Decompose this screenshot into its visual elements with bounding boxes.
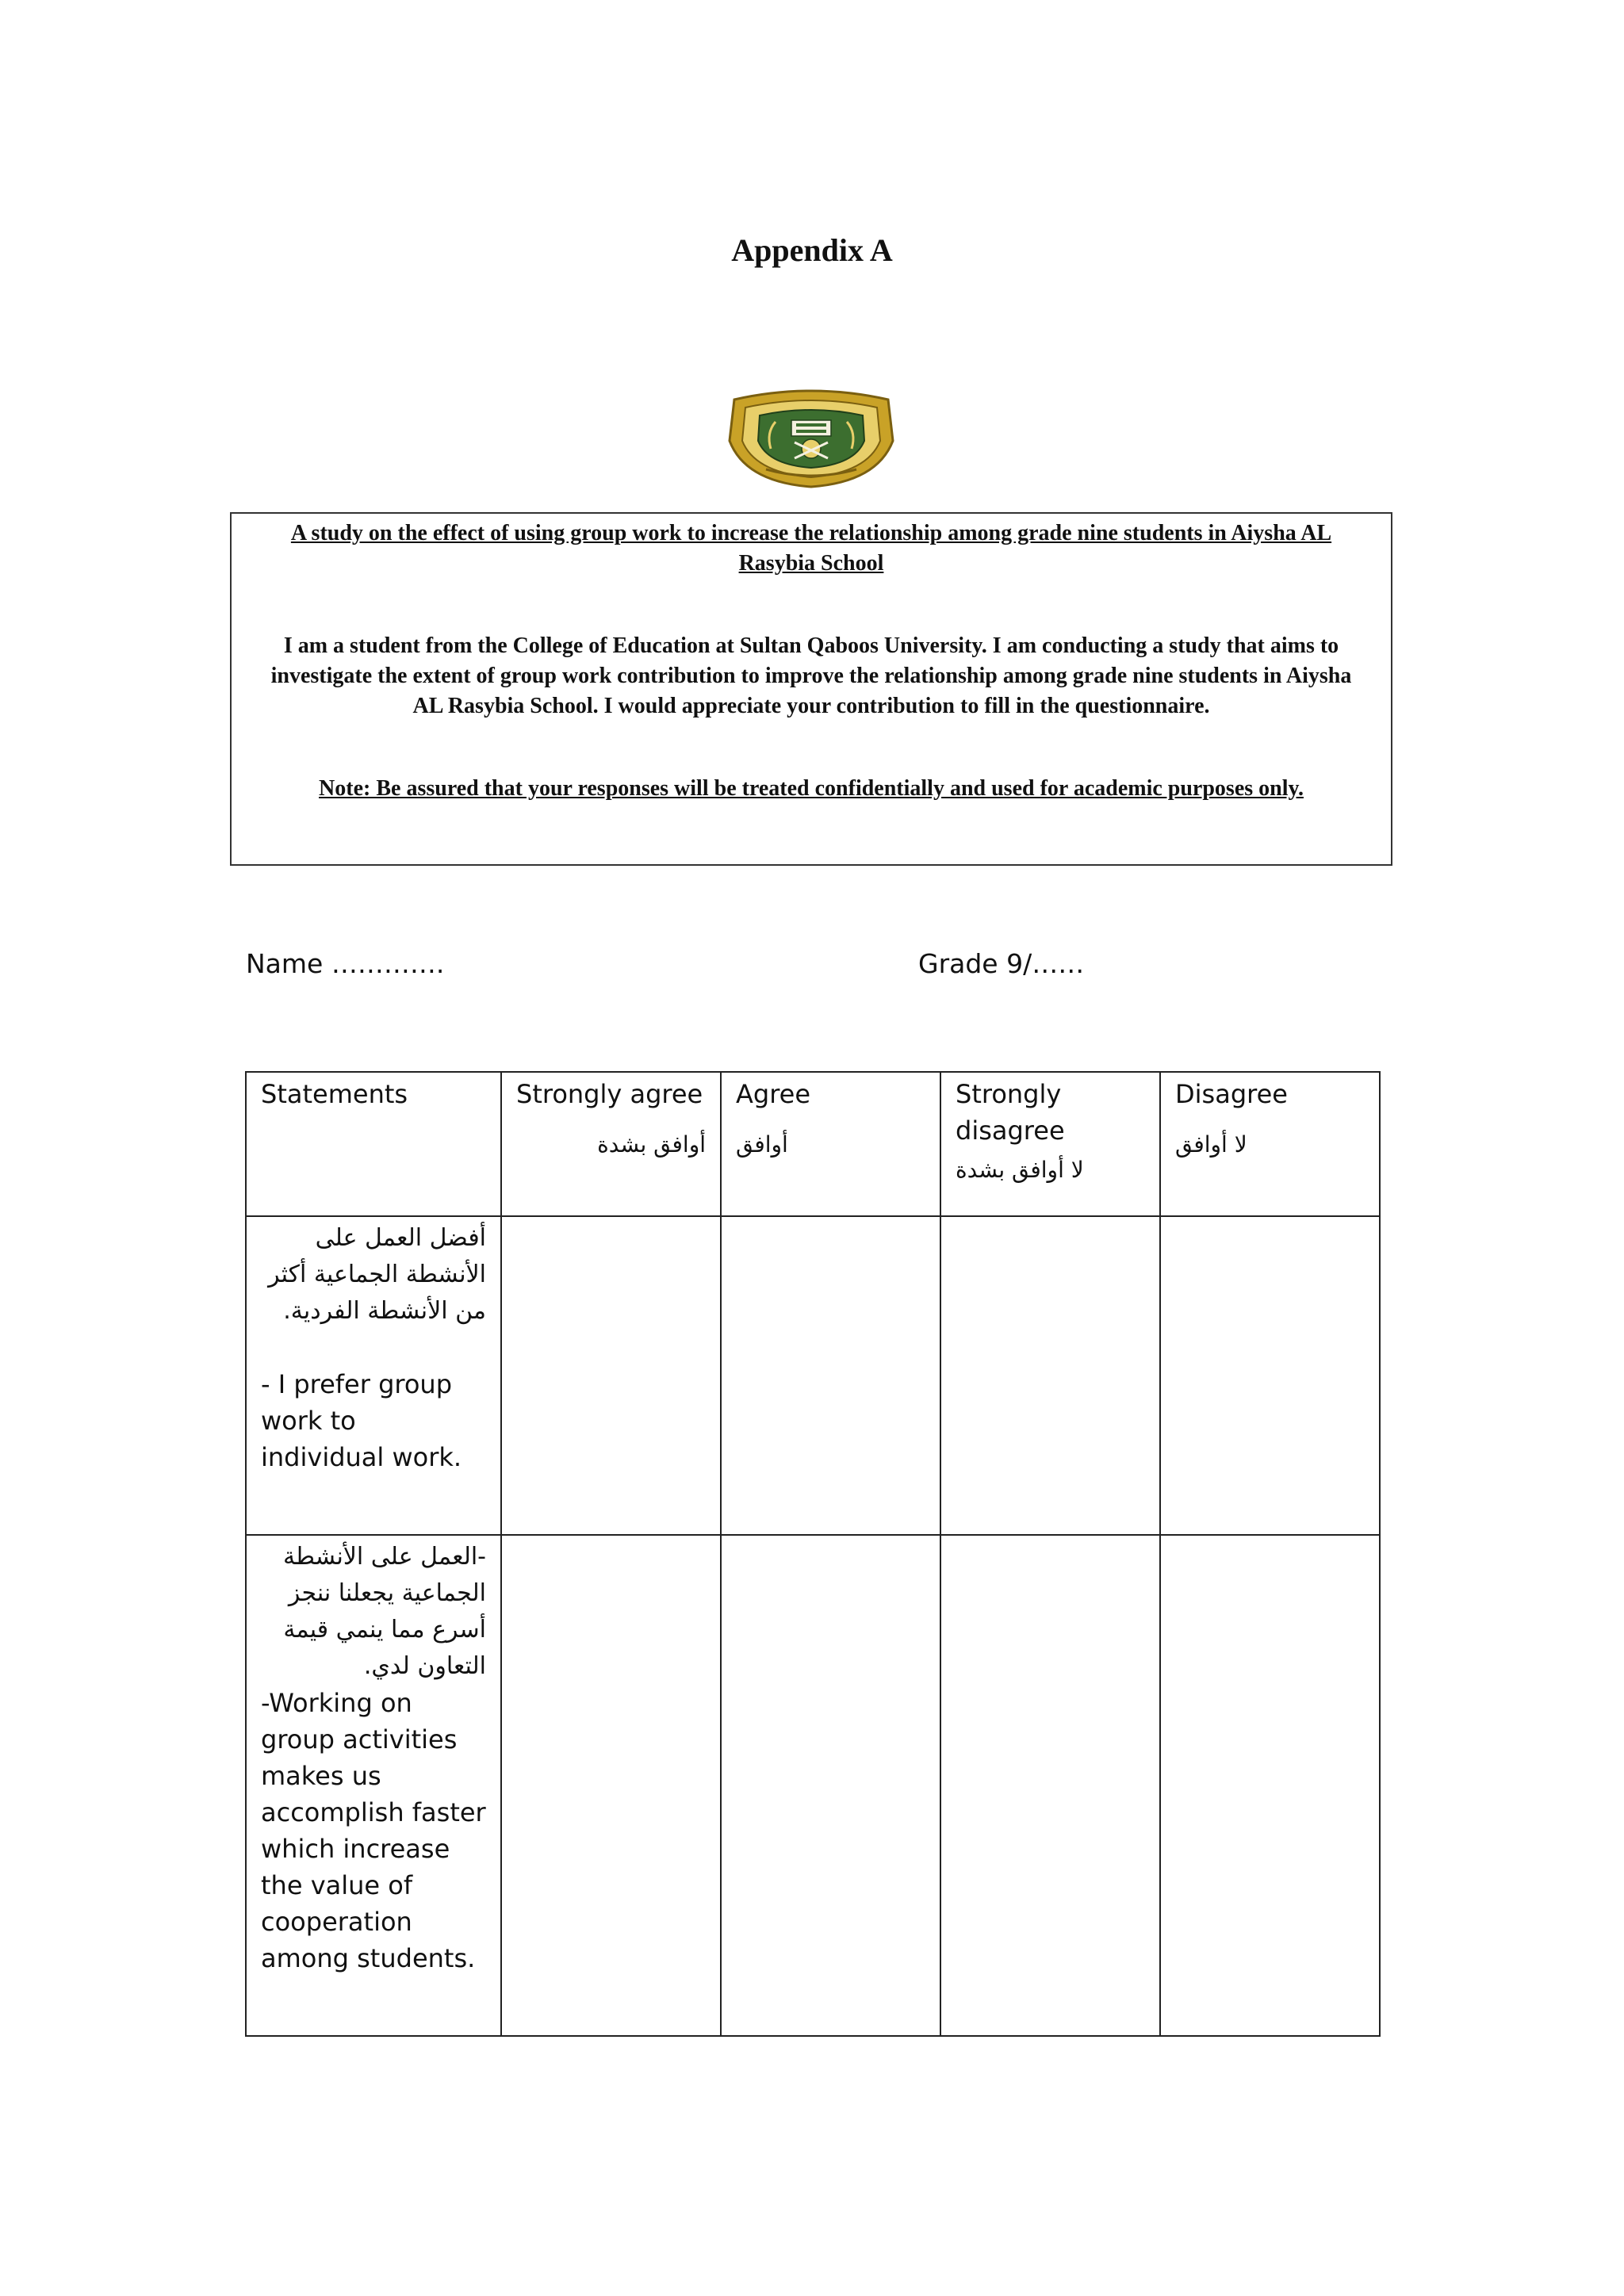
respondent-fields (246, 948, 1396, 988)
header-label: Disagree (1175, 1079, 1288, 1109)
response-cell-strongly-disagree[interactable] (940, 1216, 1160, 1535)
study-title: A study on the effect of using group work to increase the relationship among grade nine students in Aiysha AL Rasybia School (290, 521, 1332, 576)
intro-box (230, 512, 1392, 866)
study-description: I am a student from the College of Education at Sultan Qaboos University. I am conducting a study that aims to investigate the extent of group work contribution to improve the relationship among grade nine students in Aiysha AL Rasybia School. I would appreciate your contribution to fill in the questionnaire. (270, 633, 1352, 718)
page-heading: Appendix A (731, 232, 893, 268)
statement-ar: أفضل العمل على الأنشطة الجماعية أكثر من الأنشطة الفردية. (268, 1224, 486, 1325)
header-label: Strongly agree (516, 1079, 703, 1109)
header-strongly-disagree (940, 1072, 1160, 1216)
response-cell-disagree[interactable] (1160, 1216, 1380, 1535)
header-disagree (1160, 1072, 1380, 1216)
response-cell-agree[interactable] (721, 1535, 940, 2036)
table-header-row (246, 1072, 1380, 1216)
statement-en: -Working on group activities makes us accomplish faster which increase the value of cooperation among students. (261, 1688, 486, 1973)
table-row (246, 1216, 1380, 1535)
header-label-ar: أوافق بشدة (597, 1131, 706, 1158)
university-seal-icon (718, 385, 904, 488)
statement-en: - I prefer group work to individual work. (261, 1369, 462, 1472)
header-agree (721, 1072, 940, 1216)
statement-cell (246, 1216, 501, 1535)
header-strongly-agree (501, 1072, 721, 1216)
header-label-ar: لا أوافق بشدة (956, 1157, 1084, 1183)
header-label-ar: لا أوافق (1175, 1131, 1247, 1158)
response-cell-agree[interactable] (721, 1216, 940, 1535)
header-label: Strongly disagree (956, 1079, 1065, 1146)
header-label: Agree (736, 1079, 811, 1109)
header-label-ar: أوافق (736, 1131, 788, 1158)
table-row (246, 1535, 1380, 2036)
response-cell-strongly-agree[interactable] (501, 1216, 721, 1535)
confidentiality-note: Note: Be assured that your responses will be treated confidentially and used for academic purposes only. (319, 776, 1304, 801)
header-statements (246, 1072, 501, 1216)
response-cell-strongly-disagree[interactable] (940, 1535, 1160, 2036)
questionnaire-table (245, 1071, 1381, 2037)
statement-cell (246, 1535, 501, 2036)
response-cell-disagree[interactable] (1160, 1535, 1380, 2036)
name-field[interactable]: Name …………. (246, 948, 445, 979)
statement-ar: -العمل على الأنشطة الجماعية يجعلنا ننجز أسرع مما ينمي قيمة التعاون لدي. (283, 1543, 486, 1680)
grade-field[interactable]: Grade 9/…… (918, 948, 1085, 979)
header-label: Statements (261, 1079, 408, 1109)
response-cell-strongly-agree[interactable] (501, 1535, 721, 2036)
